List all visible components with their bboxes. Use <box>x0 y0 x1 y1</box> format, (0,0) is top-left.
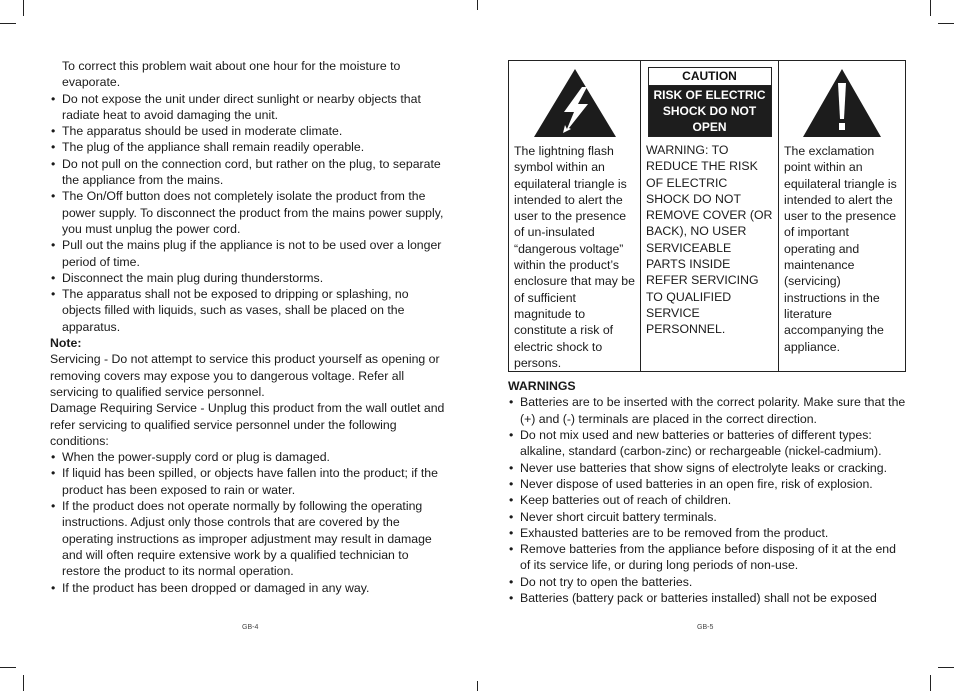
service-conditions-list <box>50 449 448 596</box>
list-item: • Batteries (battery pack or batteries installed) shall not be exposed <box>508 590 906 606</box>
page-number: GB-5 <box>697 624 714 631</box>
list-item: • Exhausted batteries are to be removed from the product. <box>508 525 906 541</box>
warnings-heading: WARNINGS <box>508 379 576 394</box>
list-item: • Pull out the mains plug if the appliance is not to be used over a longer period of time. <box>50 237 448 270</box>
right-page <box>508 60 906 606</box>
crop-mark <box>23 675 24 691</box>
caution-title: CAUTION <box>649 68 771 86</box>
note-heading: Note: <box>50 336 82 351</box>
list-item: • Disconnect the main plug during thunderstorms. <box>50 270 448 286</box>
crop-mark <box>0 23 16 24</box>
list-item: • If the product does not operate normally by following the operating instructions. Adjust only those controls that are covered by the operating instructions as improper adjustment may result in damage and will often require extensive work by a qualified technician to restore the product to its normal operation. <box>50 498 448 579</box>
list-item: • Do not mix used and new batteries or batteries of different types: alkaline, standard (carbon-zinc) or rechargeable (nickel-cadmium). <box>508 427 906 460</box>
list-item: • Do not pull on the connection cord, but rather on the plug, to separate the appliance from the mains. <box>50 156 448 189</box>
exclamation-description: The exclamation point within an equilateral triangle is intended to alert the user to the presence of important operating and maintenance (servicing) instructions in the literature accompanying the appliance. <box>784 144 897 354</box>
damage-paragraph: Damage Requiring Service - Unplug this product from the wall outlet and refer servicing to qualified service personnel under the following conditions: <box>50 401 445 448</box>
list-item: • Do not expose the unit under direct sunlight or nearby objects that radiate heat to avoid damaging the unit. <box>50 91 448 124</box>
caution-warning-text: WARNING: TO REDUCE THE RISK OF ELECTRIC SHOCK DO NOT REMOVE COVER (OR BACK), NO USER SERVICEABLE PARTS INSIDE REFER SERVICING TO QUALIFIED SERVICE PERSONNEL. <box>646 143 773 337</box>
servicing-paragraph: Servicing - Do not attempt to service this product yourself as opening or removing covers may expose you to dangerous voltage. Refer all servicing to qualified service personnel. <box>50 352 440 399</box>
list-item: • Never use batteries that show signs of electrolyte leaks or cracking. <box>508 460 906 476</box>
list-item: • The On/Off button does not completely isolate the product from the power supply. To disconnect the product from the mains power supply, you must unplug the power cord. <box>50 188 448 237</box>
list-item: • Keep batteries out of reach of children. <box>508 492 906 508</box>
list-item: • The apparatus shall not be exposed to dripping or splashing, no objects filled with liquids, such as vases, shall be placed on the apparatus. <box>50 286 448 335</box>
list-item: • When the power-supply cord or plug is damaged. <box>50 449 448 465</box>
page-number: GB-4 <box>242 624 259 631</box>
list-item: • Never dispose of used batteries in an open fire, risk of explosion. <box>508 476 906 492</box>
intro-line: To correct this problem wait about one hour for the moisture to evaporate. <box>62 59 401 90</box>
crop-mark <box>477 0 478 10</box>
lightning-description: The lightning flash symbol within an equilateral triangle is intended to alert the user to the presence of un-insulated “dangerous voltage” within the product’s enclosure that may be of sufficient magnitude to constitute a risk of electric shock to persons. <box>514 144 635 370</box>
crop-mark <box>938 667 954 668</box>
list-item: • Batteries are to be inserted with the correct polarity. Make sure that the (+) and (-) terminals are placed in the correct direction. <box>508 394 906 427</box>
crop-mark <box>930 675 931 691</box>
lightning-cell <box>509 61 641 372</box>
battery-warnings-list <box>508 394 906 606</box>
safety-bullet-list <box>50 91 448 335</box>
list-item: • Do not try to open the batteries. <box>508 574 906 590</box>
list-item: • The apparatus should be used in moderate climate. <box>50 123 448 139</box>
caution-body: RISK OF ELECTRIC SHOCK DO NOT OPEN <box>649 86 771 136</box>
crop-mark <box>930 0 931 16</box>
list-item: • If liquid has been spilled, or objects have fallen into the product; if the product has been exposed to rain or water. <box>50 465 448 498</box>
safety-symbol-table <box>508 60 906 372</box>
crop-mark <box>23 0 24 16</box>
exclamation-warning-icon <box>801 67 883 143</box>
list-item: • Remove batteries from the appliance before disposing of it at the end of its service life, or during long periods of non-use. <box>508 541 906 574</box>
caution-cell <box>641 61 779 372</box>
crop-mark <box>477 681 478 691</box>
lightning-warning-icon <box>532 67 618 143</box>
list-item: • The plug of the appliance shall remain readily operable. <box>50 139 448 155</box>
crop-mark <box>938 23 954 24</box>
crop-mark <box>0 667 16 668</box>
caution-label <box>648 67 772 137</box>
list-item: • Never short circuit battery terminals. <box>508 509 906 525</box>
left-page <box>50 58 448 596</box>
exclamation-cell <box>779 61 906 372</box>
list-item: • If the product has been dropped or damaged in any way. <box>50 580 448 596</box>
